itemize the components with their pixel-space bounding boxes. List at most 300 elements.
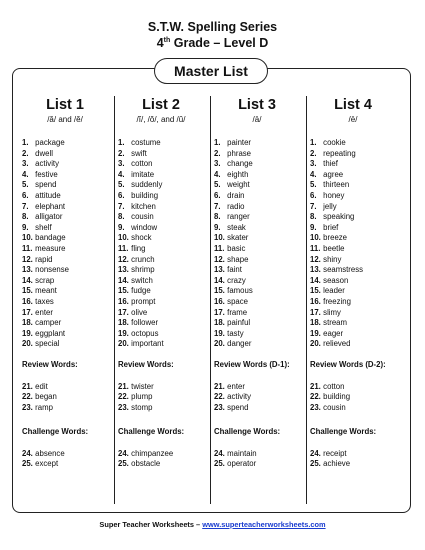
list-item xyxy=(214,159,306,170)
spelling-word: special xyxy=(35,339,60,349)
list-item xyxy=(214,233,306,244)
word-number: 19. xyxy=(310,328,321,338)
list-item xyxy=(118,276,210,287)
spelling-word: spend xyxy=(35,180,57,190)
series-title: S.T.W. Spelling Series xyxy=(147,20,278,34)
list-item xyxy=(310,382,402,393)
list-item xyxy=(22,180,114,191)
challenge-word-list xyxy=(118,449,210,470)
column-divider xyxy=(114,96,115,504)
list-item xyxy=(22,265,114,276)
spelling-word: leader xyxy=(323,286,345,296)
spelling-word: imitate xyxy=(131,169,155,179)
word-number: 5. xyxy=(310,180,317,190)
spelling-word: danger xyxy=(227,339,252,349)
spelling-list-column xyxy=(22,96,114,470)
word-number: 13. xyxy=(310,265,321,275)
spelling-word: plump xyxy=(131,392,153,402)
word-number: 1. xyxy=(310,138,317,147)
word-number: 4. xyxy=(310,169,317,179)
spelling-word: maintain xyxy=(227,448,257,458)
list-item xyxy=(118,138,210,149)
word-number: 16. xyxy=(214,296,225,306)
word-number: 22. xyxy=(22,392,33,402)
spelling-word: activity xyxy=(227,392,252,402)
spelling-word: achieve xyxy=(323,459,351,469)
list-item xyxy=(22,170,114,181)
word-number: 5. xyxy=(214,180,221,190)
word-number: 21. xyxy=(310,381,321,391)
words-word-list xyxy=(118,138,210,350)
list-sound: /ĭ/, /ŏ/, and /ŭ/ xyxy=(136,115,186,124)
spelling-word: tasty xyxy=(227,328,244,338)
spelling-word: change xyxy=(227,159,253,169)
spelling-word: festive xyxy=(35,169,58,179)
spelling-word: weight xyxy=(227,180,250,190)
word-number: 8. xyxy=(22,212,29,222)
spelling-word: stomp xyxy=(131,403,153,413)
spelling-word: basic xyxy=(227,243,246,253)
list-item xyxy=(22,149,114,160)
spelling-word: chimpanzee xyxy=(131,448,174,458)
word-number: 5. xyxy=(118,180,125,190)
spelling-word: except xyxy=(35,459,59,469)
spelling-word: rapid xyxy=(35,254,53,264)
word-number: 4. xyxy=(214,169,221,179)
spelling-word: prompt xyxy=(131,296,156,306)
challenge-word-list xyxy=(214,449,306,470)
list-item xyxy=(22,223,114,234)
list-item xyxy=(22,382,114,393)
word-number: 11. xyxy=(22,243,33,253)
word-number: 10. xyxy=(22,233,33,243)
list-item xyxy=(214,459,306,470)
spelling-word: phrase xyxy=(227,148,252,158)
list-item xyxy=(118,459,210,470)
grade-level-title xyxy=(0,34,425,50)
word-number: 24. xyxy=(214,448,225,458)
challenge-words-label: Challenge Words: xyxy=(118,426,185,436)
list-sound: /ā/ xyxy=(252,115,262,124)
spelling-word: crazy xyxy=(227,275,246,285)
word-number: 13. xyxy=(214,265,225,275)
spelling-word: taxes xyxy=(35,296,54,306)
grade-suffix: th xyxy=(163,37,171,44)
list-item xyxy=(118,297,210,308)
word-number: 11. xyxy=(310,243,321,253)
list-item xyxy=(118,233,210,244)
spelling-word: thirteen xyxy=(323,180,350,190)
word-number: 9. xyxy=(310,222,317,232)
word-number: 18. xyxy=(310,318,321,328)
list-item xyxy=(22,286,114,297)
spelling-word: eager xyxy=(323,328,344,338)
spelling-word: cotton xyxy=(131,159,153,169)
word-number: 10. xyxy=(118,233,129,243)
spelling-word: faint xyxy=(227,265,242,275)
word-number: 16. xyxy=(118,296,129,306)
word-number: 10. xyxy=(310,233,321,243)
word-number: 9. xyxy=(118,222,125,232)
word-number: 1. xyxy=(22,138,29,147)
word-number: 16. xyxy=(310,296,321,306)
list-item xyxy=(310,212,402,223)
word-number: 24. xyxy=(118,448,129,458)
spelling-word: dwell xyxy=(35,148,53,158)
list-item xyxy=(310,159,402,170)
list-item xyxy=(310,180,402,191)
word-number: 23. xyxy=(310,403,321,413)
word-number: 12. xyxy=(22,254,33,264)
list-item xyxy=(118,255,210,266)
word-number: 22. xyxy=(310,392,321,402)
spelling-word: cookie xyxy=(323,138,346,147)
spelling-word: frame xyxy=(227,307,248,317)
list-item xyxy=(22,392,114,403)
spelling-word: skater xyxy=(227,233,249,243)
list-item xyxy=(214,449,306,460)
word-number: 14. xyxy=(214,275,225,285)
spelling-word: painter xyxy=(227,138,252,147)
spelling-word: bandage xyxy=(35,233,66,243)
list-item xyxy=(214,276,306,287)
list-item xyxy=(118,202,210,213)
review-words-label: Review Words (D-2): xyxy=(310,359,386,369)
word-number: 11. xyxy=(118,243,129,253)
list-item xyxy=(118,244,210,255)
list-item xyxy=(118,265,210,276)
list-item xyxy=(22,329,114,340)
list-item xyxy=(118,318,210,329)
words-word-list xyxy=(214,138,306,350)
challenge-words-label: Challenge Words: xyxy=(22,426,89,436)
word-number: 24. xyxy=(310,448,321,458)
word-number: 18. xyxy=(22,318,33,328)
spelling-word: building xyxy=(323,392,351,402)
list-item xyxy=(118,329,210,340)
list-item xyxy=(214,149,306,160)
list-item xyxy=(118,170,210,181)
list-item xyxy=(118,212,210,223)
list-item xyxy=(310,297,402,308)
list-item xyxy=(22,202,114,213)
spelling-word: octopus xyxy=(131,328,159,338)
list-item xyxy=(310,233,402,244)
list-item xyxy=(214,318,306,329)
list-sound: /ē/ xyxy=(348,115,358,124)
spelling-word: breeze xyxy=(323,233,348,243)
word-number: 1. xyxy=(214,138,221,147)
word-number: 3. xyxy=(310,159,317,169)
list-item xyxy=(310,149,402,160)
word-number: 17. xyxy=(118,307,129,317)
word-number: 15. xyxy=(22,286,33,296)
word-number: 21. xyxy=(118,381,129,391)
spelling-word: twister xyxy=(131,381,154,391)
challenge-word-list xyxy=(310,449,402,470)
word-number: 21. xyxy=(22,381,33,391)
list-item xyxy=(214,265,306,276)
list-item xyxy=(214,392,306,403)
spelling-word: drain xyxy=(227,190,245,200)
list-item xyxy=(310,244,402,255)
column-divider xyxy=(306,96,307,504)
list-item xyxy=(22,318,114,329)
spelling-word: thief xyxy=(323,159,338,169)
footer-site-link[interactable]: www.superteacherworksheets.com xyxy=(202,520,326,529)
word-number: 21. xyxy=(214,381,225,391)
spelling-word: relieved xyxy=(323,339,351,349)
list-item xyxy=(214,382,306,393)
grade-rest: Grade – Level D xyxy=(173,36,269,50)
list-item xyxy=(310,138,402,149)
list-item xyxy=(22,233,114,244)
word-number: 18. xyxy=(214,318,225,328)
spelling-word: freezing xyxy=(323,296,351,306)
word-number: 4. xyxy=(22,169,29,179)
spelling-word: follower xyxy=(131,318,159,328)
list-item xyxy=(310,202,402,213)
spelling-word: fudge xyxy=(131,286,151,296)
spelling-word: season xyxy=(323,275,349,285)
list-item xyxy=(118,392,210,403)
list-item xyxy=(22,339,114,350)
word-number: 20. xyxy=(118,339,129,349)
challenge-word-list xyxy=(22,449,114,470)
footer-brand: Super Teacher Worksheets xyxy=(99,520,194,529)
word-number: 3. xyxy=(22,159,29,169)
list-item xyxy=(118,223,210,234)
list-item xyxy=(118,403,210,414)
list-item xyxy=(22,403,114,414)
review-word-list xyxy=(214,382,306,414)
word-number: 15. xyxy=(310,286,321,296)
list-item xyxy=(214,180,306,191)
review-word-list xyxy=(310,382,402,414)
spelling-word: beetle xyxy=(323,243,345,253)
list-item xyxy=(22,297,114,308)
master-list-title: Master List xyxy=(154,58,268,84)
list-item xyxy=(214,403,306,414)
spelling-word: enter xyxy=(227,381,245,391)
spelling-word: famous xyxy=(227,286,253,296)
word-number: 2. xyxy=(22,148,29,158)
spelling-word: radio xyxy=(227,201,245,211)
spelling-word: camper xyxy=(35,318,62,328)
spelling-word: cousin xyxy=(131,212,154,222)
footer-dash: – xyxy=(194,520,203,529)
word-number: 8. xyxy=(118,212,125,222)
list-item xyxy=(214,138,306,149)
spelling-word: steak xyxy=(227,222,246,232)
list-item xyxy=(22,308,114,319)
word-number: 19. xyxy=(22,328,33,338)
list-item xyxy=(214,255,306,266)
spelling-word: brief xyxy=(323,222,339,232)
word-number: 18. xyxy=(118,318,129,328)
list-item xyxy=(118,159,210,170)
list-item xyxy=(214,202,306,213)
word-number: 7. xyxy=(214,201,221,211)
list-item xyxy=(310,392,402,403)
spelling-word: building xyxy=(131,190,159,200)
spelling-word: obstacle xyxy=(131,459,161,469)
word-number: 7. xyxy=(310,201,317,211)
spelling-word: cousin xyxy=(323,403,346,413)
grade-number: 4 xyxy=(156,36,164,50)
word-number: 6. xyxy=(22,190,29,200)
spelling-word: stream xyxy=(323,318,348,328)
spelling-word: elephant xyxy=(35,201,66,211)
spelling-word: package xyxy=(35,138,65,147)
spelling-word: eighth xyxy=(227,169,249,179)
spelling-word: space xyxy=(227,296,248,306)
list-item xyxy=(22,276,114,287)
spelling-word: scrap xyxy=(35,275,55,285)
word-number: 9. xyxy=(22,222,29,232)
word-number: 25. xyxy=(22,459,33,469)
word-number: 24. xyxy=(22,448,33,458)
word-number: 14. xyxy=(22,275,33,285)
list-item xyxy=(118,449,210,460)
spelling-word: costume xyxy=(131,138,161,147)
word-number: 12. xyxy=(118,254,129,264)
review-word-list xyxy=(118,382,210,414)
word-number: 17. xyxy=(310,307,321,317)
list-item xyxy=(214,170,306,181)
spelling-word: shelf xyxy=(35,222,52,232)
spelling-word: olive xyxy=(131,307,148,317)
word-number: 16. xyxy=(22,296,33,306)
spelling-list-column xyxy=(118,96,210,470)
words-word-list xyxy=(310,138,402,350)
word-number: 25. xyxy=(310,459,321,469)
word-number: 3. xyxy=(118,159,125,169)
word-number: 6. xyxy=(214,190,221,200)
list-item xyxy=(118,180,210,191)
spelling-word: absence xyxy=(35,448,65,458)
word-number: 25. xyxy=(118,459,129,469)
list-item xyxy=(310,318,402,329)
word-number: 4. xyxy=(118,169,125,179)
spelling-word: swift xyxy=(131,148,147,158)
word-number: 23. xyxy=(22,403,33,413)
word-number: 5. xyxy=(22,180,29,190)
list-item xyxy=(118,286,210,297)
word-number: 7. xyxy=(22,201,29,211)
page-footer xyxy=(0,520,425,529)
list-item xyxy=(310,329,402,340)
word-number: 20. xyxy=(310,339,321,349)
word-number: 2. xyxy=(118,148,125,158)
list-item xyxy=(214,212,306,223)
spelling-word: slimy xyxy=(323,307,341,317)
spelling-word: fling xyxy=(131,243,146,253)
list-item xyxy=(214,286,306,297)
word-number: 23. xyxy=(214,403,225,413)
spelling-word: ranger xyxy=(227,212,250,222)
spelling-list-column xyxy=(214,96,306,470)
challenge-words-label: Challenge Words: xyxy=(214,426,281,436)
list-title: List 4 xyxy=(334,97,372,113)
word-number: 20. xyxy=(22,339,33,349)
word-number: 20. xyxy=(214,339,225,349)
list-sound: /ă/ and /ĕ/ xyxy=(47,115,83,124)
word-number: 25. xyxy=(214,459,225,469)
list-item xyxy=(310,223,402,234)
spelling-word: switch xyxy=(131,275,153,285)
list-item xyxy=(22,255,114,266)
spelling-word: began xyxy=(35,392,57,402)
spelling-word: operator xyxy=(227,459,257,469)
list-item xyxy=(214,244,306,255)
list-item xyxy=(22,159,114,170)
word-number: 13. xyxy=(118,265,129,275)
spelling-word: shape xyxy=(227,254,249,264)
spelling-word: meant xyxy=(35,286,57,296)
page-header xyxy=(0,20,425,50)
spelling-word: ramp xyxy=(35,403,53,413)
word-number: 14. xyxy=(310,275,321,285)
word-number: 12. xyxy=(214,254,225,264)
word-number: 8. xyxy=(310,212,317,222)
list-item xyxy=(22,244,114,255)
list-item xyxy=(310,170,402,181)
list-item xyxy=(118,339,210,350)
word-number: 22. xyxy=(118,392,129,402)
spelling-word: activity xyxy=(35,159,60,169)
spelling-word: spend xyxy=(227,403,249,413)
spelling-word: jelly xyxy=(323,201,337,211)
word-number: 19. xyxy=(214,328,225,338)
list-item xyxy=(214,329,306,340)
list-item xyxy=(214,308,306,319)
list-item xyxy=(214,339,306,350)
words-word-list xyxy=(22,138,114,350)
list-item xyxy=(22,449,114,460)
word-number: 17. xyxy=(22,307,33,317)
spelling-word: enter xyxy=(35,307,53,317)
word-number: 2. xyxy=(214,148,221,158)
spelling-word: kitchen xyxy=(131,201,156,211)
list-item xyxy=(310,403,402,414)
word-number: 10. xyxy=(214,233,225,243)
spelling-word: repeating xyxy=(323,148,356,158)
list-item xyxy=(214,297,306,308)
list-item xyxy=(22,212,114,223)
word-number: 14. xyxy=(118,275,129,285)
spelling-word: crunch xyxy=(131,254,155,264)
word-number: 13. xyxy=(22,265,33,275)
word-number: 23. xyxy=(118,403,129,413)
spelling-word: honey xyxy=(323,190,345,200)
review-words-label: Review Words: xyxy=(22,359,78,369)
word-number: 1. xyxy=(118,138,125,147)
list-title: List 2 xyxy=(142,97,180,113)
list-item xyxy=(118,149,210,160)
spelling-word: shiny xyxy=(323,254,342,264)
word-number: 6. xyxy=(118,190,125,200)
list-item xyxy=(310,449,402,460)
word-number: 15. xyxy=(118,286,129,296)
spelling-list-column xyxy=(310,96,402,470)
word-number: 9. xyxy=(214,222,221,232)
list-item xyxy=(310,276,402,287)
word-number: 15. xyxy=(214,286,225,296)
spelling-word: speaking xyxy=(323,212,355,222)
list-title: List 1 xyxy=(46,97,84,113)
list-item xyxy=(310,308,402,319)
